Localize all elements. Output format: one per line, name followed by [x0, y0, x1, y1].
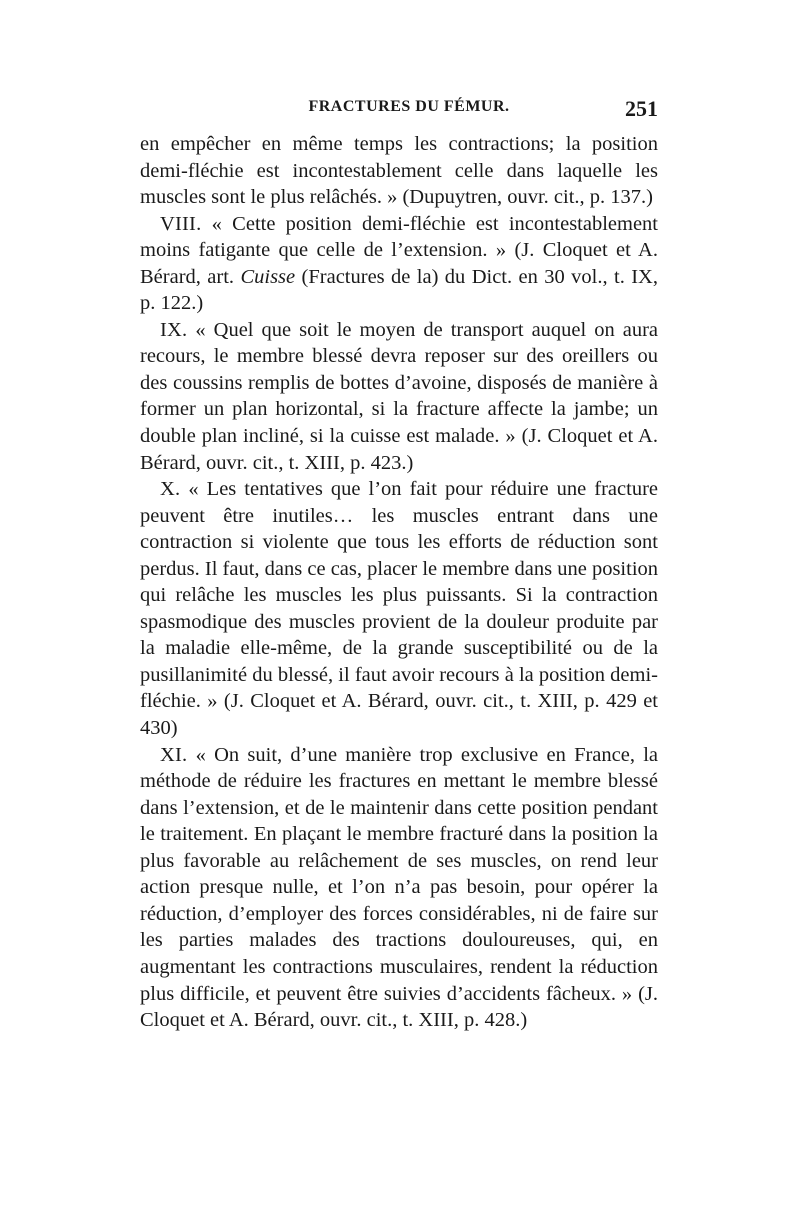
page-number: 251 — [625, 96, 658, 121]
paragraph-text: en empêcher en même temps les contractions; la position demi-fléchie est incontestablement celle dans laquelle les muscles sont le plus relâchés. » (Dupuytren, ouvr. cit., p. 137.) — [140, 133, 658, 209]
paragraph-number: XI. — [160, 743, 188, 766]
running-header — [140, 96, 658, 124]
paragraph-text: « Cette position demi-fléchie est incontestablement moins fatigante que celle de l’extension. » (J. Cloquet et A. Bérard, art. — [140, 212, 658, 288]
paragraph-viii — [140, 211, 658, 317]
paragraph-text: « Les tentatives que l’on fait pour réduire une fracture peuvent être inutiles… les muscles entrant dans une contraction si violente que tous les efforts de réduction sont perdus. Il faut, dans ce cas, placer le membre dans une position qui relâche les muscles les plus puissants. Si la contraction spasmodique des muscles provient de la douleur produite par la maladie elle-même, de la grande susceptibilité ou de la pusillanimité du blessé, il faut avoir recours à la position demi-fléchie. » (J. Cloquet et A. Bérard, ouvr. cit., t. XIII, p. 429 et 430) — [140, 478, 659, 740]
paragraph-number: VIII. — [160, 212, 202, 235]
paragraph-xi — [140, 742, 658, 1034]
paragraph-number: X. — [160, 478, 181, 501]
body-text — [140, 131, 658, 1034]
running-title: FRACTURES DU FÉMUR. — [308, 98, 510, 115]
paragraph-x — [140, 476, 658, 741]
paragraph-text-continued: (Fractures de la) du Dict. en 30 vol., t. IX, p. 122.) — [140, 265, 658, 315]
paragraph-ix — [140, 317, 658, 476]
cited-work-title: Cuisse — [240, 265, 296, 288]
paragraph-text: « On suit, d’une manière trop exclusive en France, la méthode de réduire les fractures en mettant le membre blessé dans l’extension, et de le maintenir dans cette position pendant le traitement. En plaçant le membre fracturé dans la position la plus favorable au relâchement de ses muscles, on rend leur action presque nulle, et l’on n’a pas besoin, pour opérer la réduction, d’employer des forces considérables, ni de faire sur les parties malades des tractions douloureuses, qui, en augmentant les contractions musculaires, rendent la réduction plus difficile, et peuvent être suivies d’accidents fâcheux. » (J. Cloquet et A. Bérard, ouvr. cit., t. XIII, p. 428.) — [140, 743, 659, 1032]
paragraph-text: « Quel que soit le moyen de transport auquel on aura recours, le membre blessé devra reposer sur des oreillers ou des coussins remplis de bottes d’avoine, disposés de manière à former un plan horizontal, si la fracture affecte la jambe; un double plan incliné, si la cuisse est malade. » (J. Cloquet et A. Bérard, ouvr. cit., t. XIII, p. 423.) — [140, 318, 659, 474]
paragraph-continuation — [140, 131, 658, 211]
paragraph-number: IX. — [160, 318, 188, 341]
